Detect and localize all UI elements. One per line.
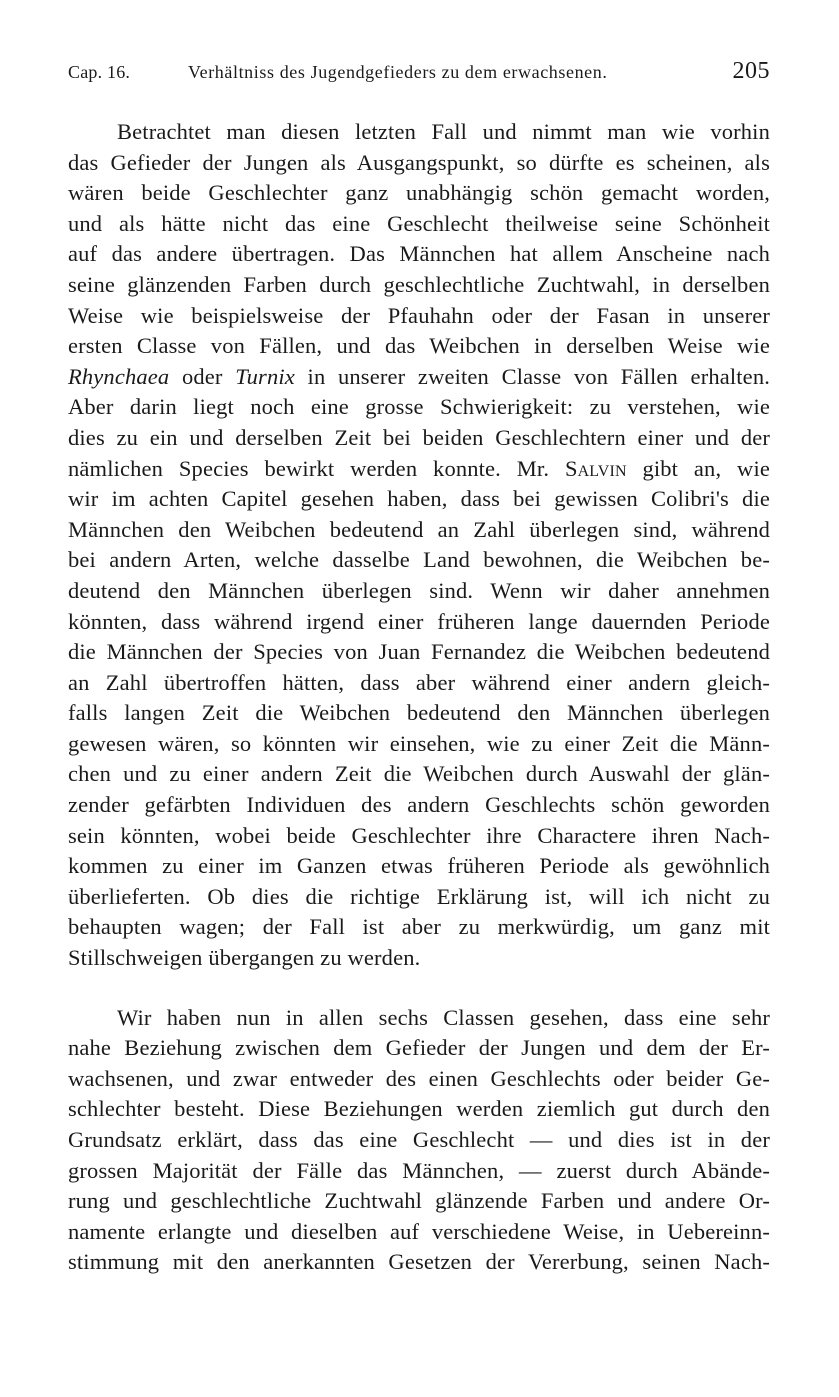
text-line: chen und zu einer andern Zeit die Weibchen durch Auswahl der glän- bbox=[68, 761, 770, 787]
text-line: stimmung mit den anerkannten Gesetzen der Vererbung, seinen Nach- bbox=[68, 1249, 770, 1275]
running-header bbox=[68, 58, 770, 92]
text-line: grossen Majorität der Fälle das Männchen, — zuerst durch Abände- bbox=[68, 1157, 770, 1183]
chapter-label: Cap. 16. bbox=[68, 62, 131, 82]
text-line: bei andern Arten, welche dasselbe Land bewohnen, die Weibchen be- bbox=[68, 547, 770, 573]
text-line: wären beide Geschlechter ganz unabhängig schön gemacht worden, bbox=[68, 180, 770, 206]
text-line: Stillschweigen übergangen zu werden. bbox=[68, 945, 421, 971]
text-fragment: gibt an, wie bbox=[626, 455, 770, 481]
text-line: Weise wie beispielsweise der Pfauhahn oder der Fasan in unserer bbox=[68, 302, 770, 328]
text-line: Aber darin liegt noch eine grosse Schwierigkeit: zu verstehen, wie bbox=[68, 394, 770, 420]
text-line: nahe Beziehung zwischen dem Gefieder der Jungen und dem der Er- bbox=[68, 1035, 770, 1061]
text-line: gewesen wären, so könnten wir einsehen, wie zu einer Zeit die Männ- bbox=[68, 730, 770, 756]
text-line: dies zu ein und derselben Zeit bei beiden Geschlechtern einer und der bbox=[68, 424, 770, 450]
text-line: behaupten wagen; der Fall ist aber zu merkwürdig, um ganz mit bbox=[68, 914, 770, 940]
text-line: namente erlangte und dieselben auf verschiedene Weise, in Uebereinn- bbox=[68, 1218, 770, 1244]
text-line: Wir haben nun in allen sechs Classen gesehen, dass eine sehr bbox=[117, 1004, 770, 1030]
genus-name-rhynchaea: Rhynchaea bbox=[68, 363, 170, 389]
text-fragment: nämlichen Species bewirkt werden konnte. Mr. bbox=[68, 455, 565, 481]
text-line: kommen zu einer im Ganzen etwas früheren Periode als gewöhnlich bbox=[68, 853, 770, 879]
text-line: wir im achten Capitel gesehen haben, dass bei gewissen Colibri's die bbox=[68, 486, 770, 512]
text-line bbox=[68, 362, 770, 393]
text-fragment: in unserer zweiten Classe von Fällen erhalten. bbox=[294, 363, 770, 389]
running-title: Verhältniss des Jugendgefieders zu dem erwachsenen. bbox=[188, 62, 608, 82]
text-line: ersten Classe von Fällen, und das Weibchen in derselben Weise wie bbox=[68, 333, 770, 359]
text-line: und als hätte nicht das eine Geschlecht theilweise seine Schönheit bbox=[68, 210, 770, 236]
text-line: zender gefärbten Individuen des andern Geschlechts schön geworden bbox=[68, 792, 770, 818]
paragraph-1 bbox=[68, 117, 770, 974]
text-line: die Männchen der Species von Juan Fernandez die Weibchen bedeutend bbox=[68, 639, 770, 665]
text-line: Männchen den Weibchen bedeutend an Zahl überlegen sind, während bbox=[68, 516, 770, 542]
text-line: Grundsatz erklärt, dass das eine Geschlecht — und dies ist in der bbox=[68, 1127, 770, 1152]
text-line bbox=[68, 454, 770, 485]
book-page bbox=[68, 58, 770, 1278]
text-fragment: oder bbox=[169, 363, 236, 389]
text-line: wachsenen, und zwar entweder des einen Geschlechts oder beider Ge- bbox=[68, 1065, 770, 1091]
text-line: Betrachtet man diesen letzten Fall und nimmt man wie vorhin bbox=[117, 119, 770, 144]
text-line: seine glänzenden Farben durch geschlechtliche Zuchtwahl, in derselben bbox=[68, 271, 770, 297]
text-line: sein könnten, wobei beide Geschlechter ihre Charactere ihren Nach- bbox=[68, 822, 770, 848]
page-number: 205 bbox=[732, 58, 770, 84]
text-line: das Gefieder der Jungen als Ausgangspunkt, so dürfte es scheinen, als bbox=[68, 149, 770, 175]
text-line: an Zahl übertroffen hätten, dass aber während einer andern gleich- bbox=[68, 669, 770, 695]
text-line: rung und geschlechtliche Zuchtwahl glänzende Farben und andere Or- bbox=[68, 1188, 770, 1214]
text-line: deutend den Männchen überlegen sind. Wenn wir daher annehmen bbox=[68, 577, 770, 603]
text-line: falls langen Zeit die Weibchen bedeutend den Männchen überlegen bbox=[68, 700, 770, 726]
genus-name-turnix: Turnix bbox=[235, 363, 295, 389]
text-line: überlieferten. Ob dies die richtige Erklärung ist, will ich nicht zu bbox=[68, 883, 770, 909]
text-line: auf das andere übertragen. Das Männchen hat allem Anscheine nach bbox=[68, 241, 770, 267]
text-line: schlechter besteht. Diese Beziehungen werden ziemlich gut durch den bbox=[68, 1096, 770, 1122]
text-line: könnten, dass während irgend einer früheren lange dauernden Periode bbox=[68, 608, 770, 634]
paragraph-2 bbox=[68, 1003, 770, 1278]
author-name-salvin: Salvin bbox=[564, 455, 627, 481]
